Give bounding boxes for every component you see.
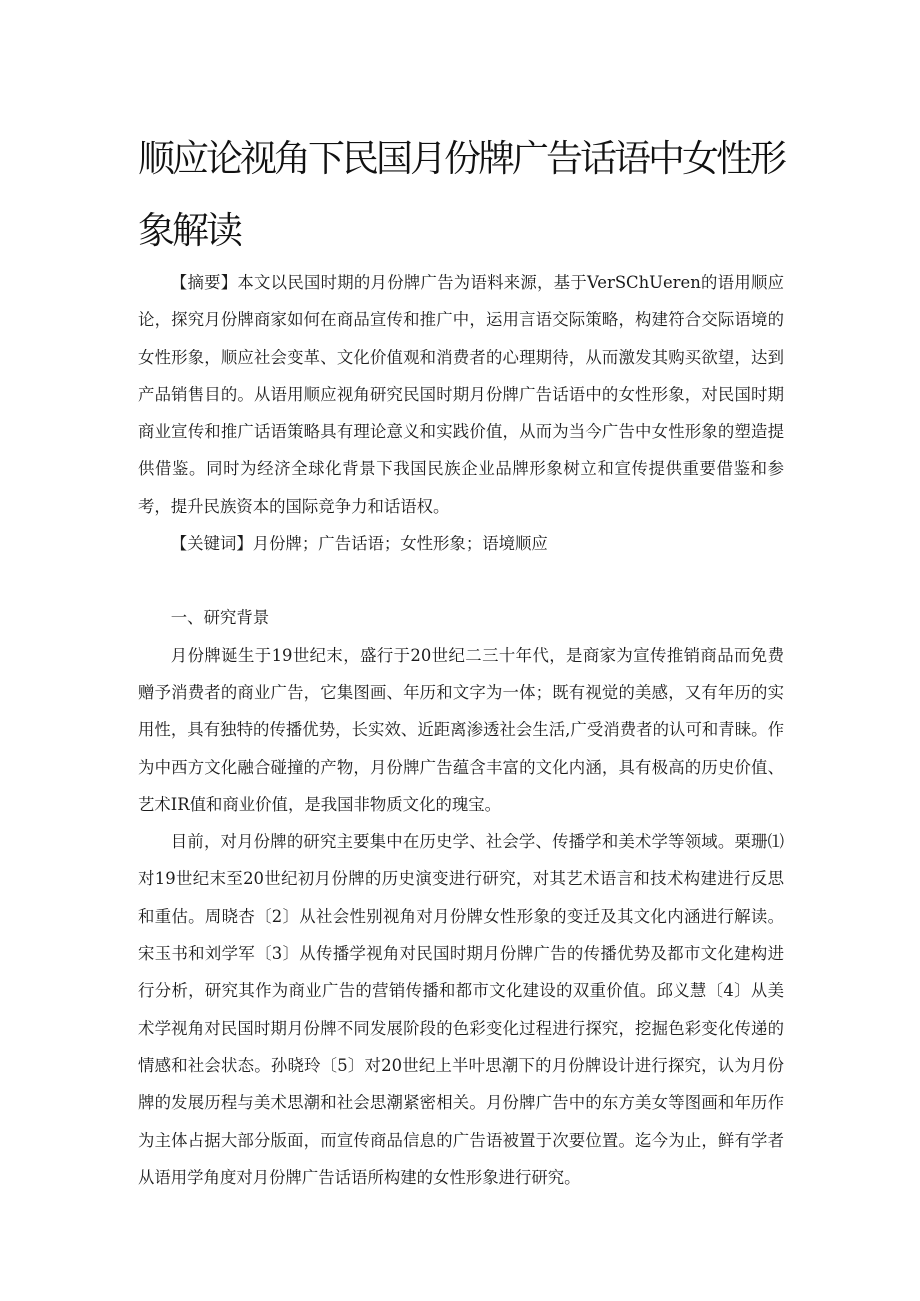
section-spacer	[138, 562, 784, 599]
body-paragraph-2: 目前，对月份牌的研究主要集中在历史学、社会学、传播学和美术学等领域。栗珊⑴对19世纪末至20世纪初月份牌的历史演变进行研究，对其艺术语言和技术构建进行反思和重估。周晓杏〔2〕从社会性别视角对月份牌女性形象的变迁及其文化内涵进行解读。宋玉书和刘学军〔3〕从传播学视角对民国时期月份牌广告的传播优势及都市文化建构进行分析，研究其作为商业广告的营销传播和都市文化建设的双重价值。邱义慧〔4〕从美术学视角对民国时期月份牌不同发展阶段的色彩变化过程进行探究，挖掘色彩变化传递的情感和社会状态。孙晓玲〔5〕对20世纪上半叶思潮下的月份牌设计进行探究，认为月份牌的发展历程与美术思潮和社会思潮紧密相关。月份牌广告中的东方美女等图画和年历作为主体占据大部分版面，而宣传商品信息的广告语被置于次要位置。迄今为止，鲜有学者从语用学角度对月份牌广告话语所构建的女性形象进行研究。	[138, 832, 784, 1187]
title-line-1: 顺应论视角下民国月份牌广告话语中女性形	[138, 137, 784, 180]
section-heading: 一、研究背景	[170, 608, 270, 628]
keywords-paragraph: 【关键词】月份牌；广告话语；女性形象；语境顺应	[170, 534, 548, 554]
title-line-2: 象解读	[138, 209, 240, 252]
document-body	[138, 264, 784, 1196]
body-paragraph-1: 月份牌诞生于19世纪末，盛行于20世纪二三十年代，是商家为宣传推销商品而免费赠予消费者的商业广告，它集图画、年历和文字为一体；既有视觉的美感，又有年历的实用性，具有独特的传播优势，长实效、近距离渗透社会生活,广受消费者的认可和青睐。作为中西方文化融合碰撞的产物，月份牌广告蕴含丰富的文化内涵，具有极高的历史价值、艺术IR值和商业价值，是我国非物质文化的瑰宝。	[138, 645, 784, 814]
abstract-paragraph: 【摘要】本文以民国时期的月份牌广告为语料来源，基于VerSChUeren的语用顺应论，探究月份牌商家如何在商品宣传和推广中，运用言语交际策略，构建符合交际语境的女性形象，顺应社会变革、文化价值观和消费者的心理期待，从而激发其购买欲望，达到产品销售目的。从语用顺应视角研究民国时期月份牌广告话语中的女性形象，对民国时期商业宣传和推广话语策略具有理论意义和实践价值，从而为当今广告中女性形象的塑造提供借鉴。同时为经济全球化背景下我国民族企业品牌形象树立和宣传提供重要借鉴和参考，提升民族资本的国际竞争力和话语权。	[138, 273, 784, 516]
